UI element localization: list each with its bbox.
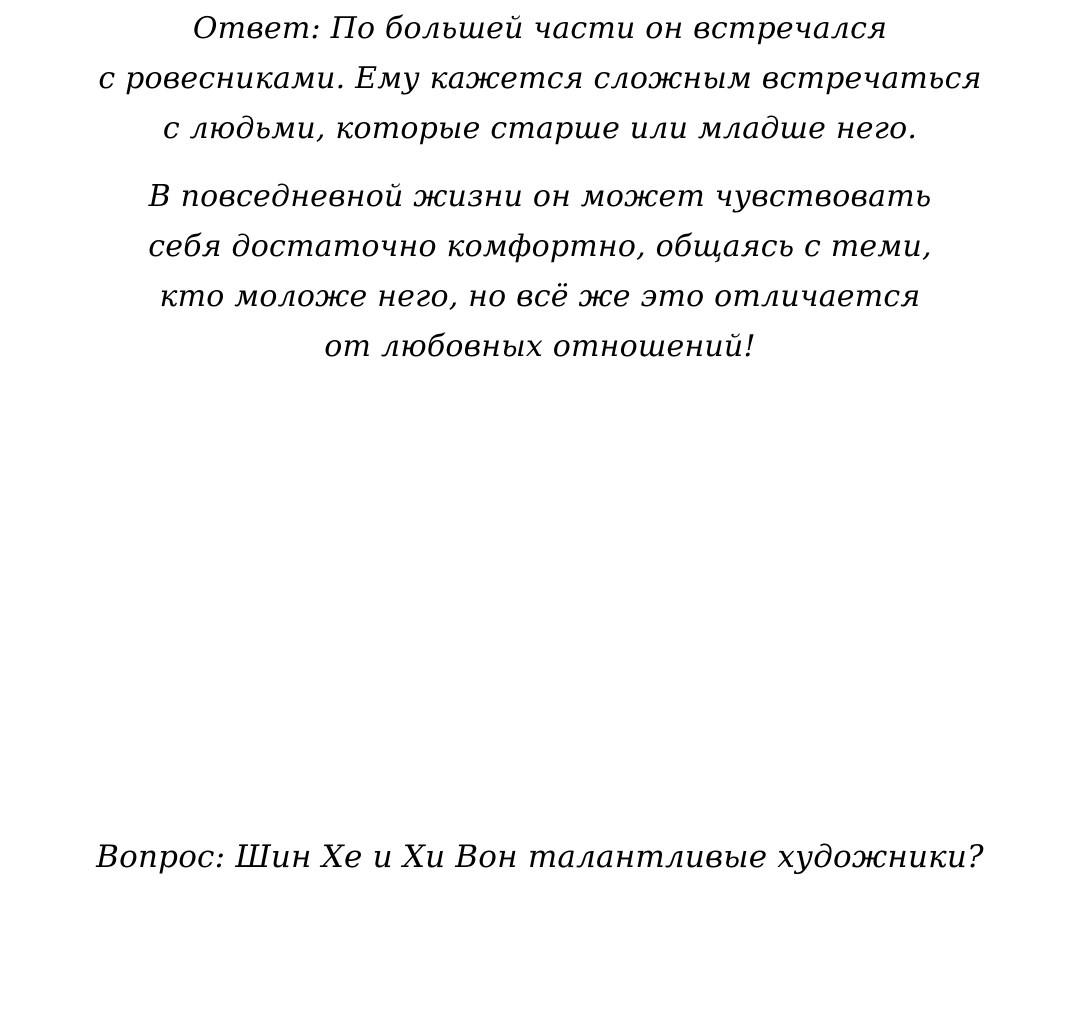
answer-line: с ровесниками. Ему кажется сложным встречаться: [98, 61, 982, 96]
question-line: Вопрос: Шин Хе и Хи Вон талантливые художники?: [96, 839, 984, 875]
note-line: себя достаточно комфортно, общаясь с теми,: [148, 229, 932, 264]
answer-line: с людьми, которые старше или младше него.: [162, 111, 918, 146]
question-text-block: [0, 832, 1080, 882]
answer-text-block: [0, 4, 1080, 154]
note-line: В повседневной жизни он может чувствовать: [148, 179, 932, 214]
note-line: от любовных отношений!: [324, 329, 756, 364]
note-text-block: [0, 172, 1080, 372]
note-line: кто моложе него, но всё же это отличается: [159, 279, 921, 314]
answer-line: Ответ: По большей части он встречался: [192, 11, 888, 46]
